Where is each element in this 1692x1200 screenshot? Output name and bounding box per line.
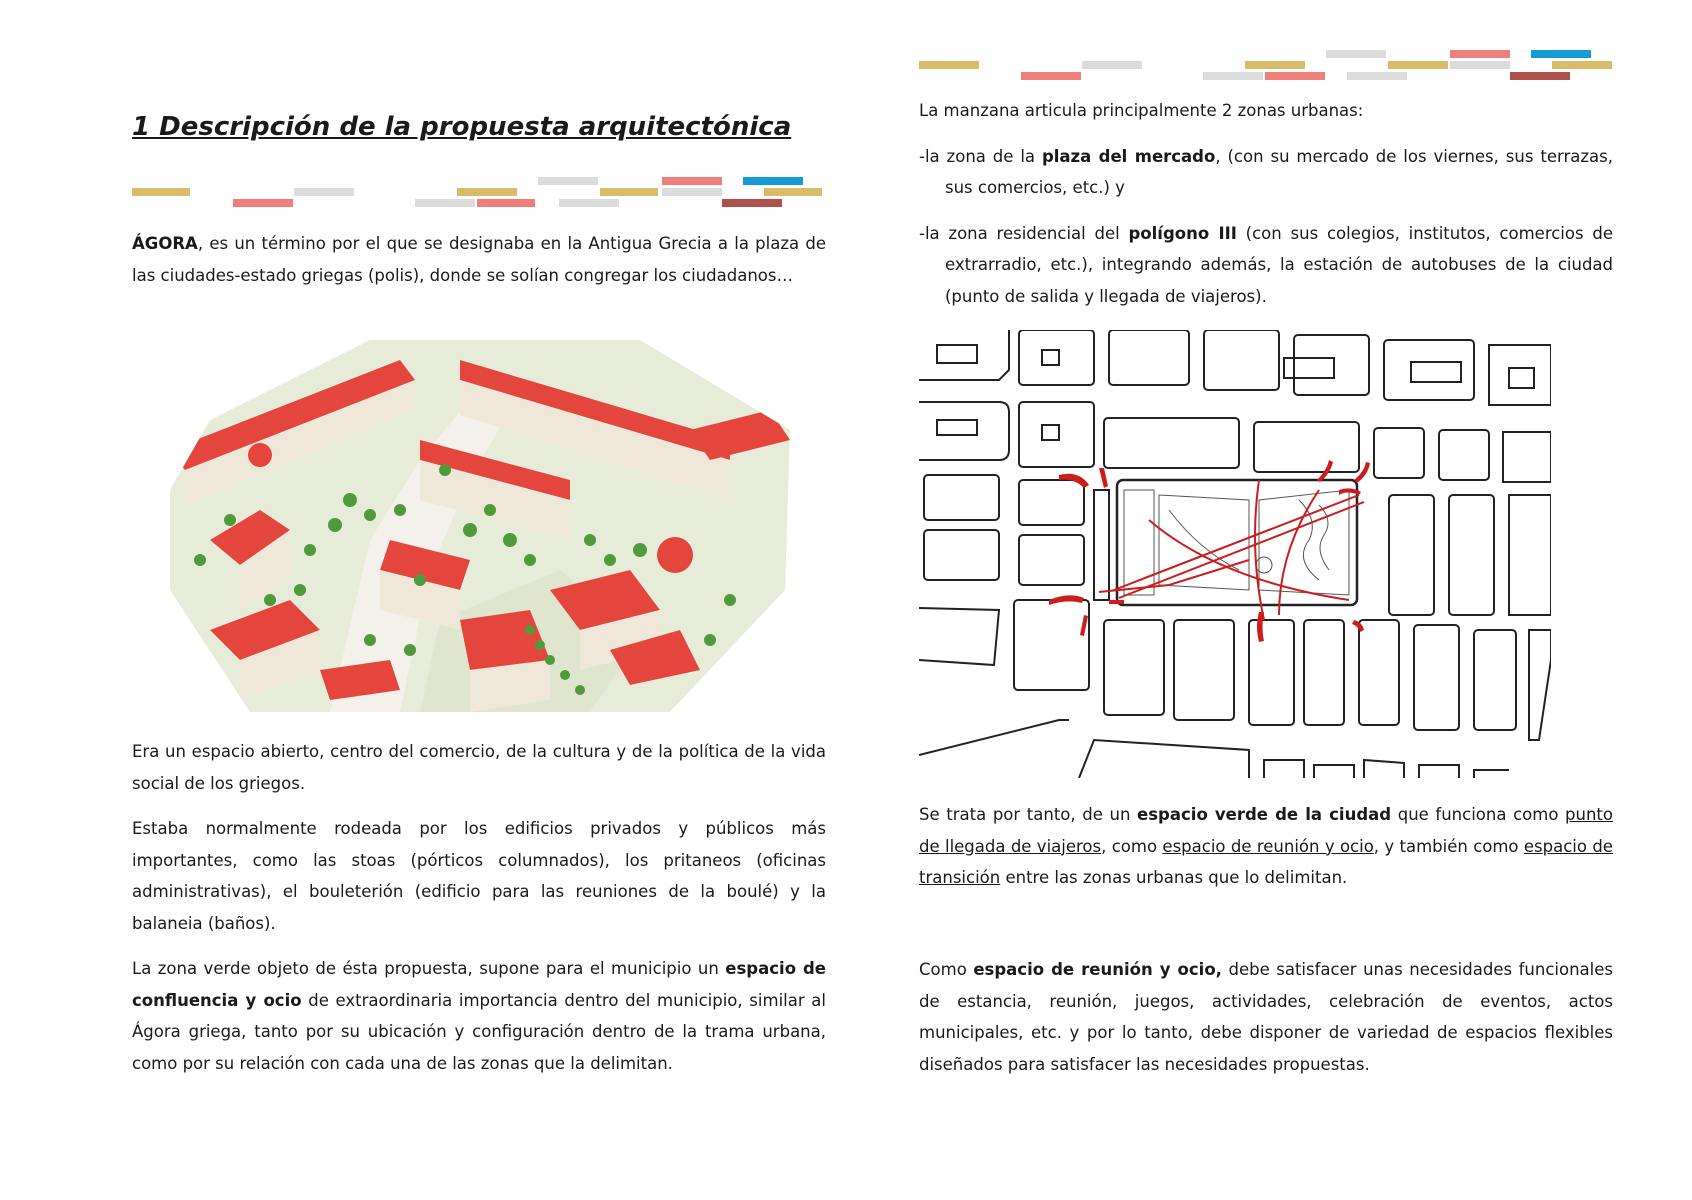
underlined-term: espacio de reunión y ocio	[1162, 836, 1374, 856]
paragraph-urban-zones-intro: La manzana articula principalmente 2 zonas urbanas:	[919, 101, 1364, 120]
text: que funciona como	[1391, 805, 1566, 824]
underlined-term: espacio de transición	[919, 836, 1613, 887]
decorative-stripes-left	[132, 177, 832, 207]
text: , es un término por el que se designaba en la Antigua Grecia a la plaza de las ciudades-estado griegas (polis), donde se solían congregar los ciudadanos…	[132, 234, 826, 285]
text: -la zona residencial del	[919, 223, 1129, 243]
emphasis: polígono III	[1128, 223, 1237, 243]
term-agora: ÁGORA	[132, 234, 198, 253]
emphasis: espacio de confluencia y ocio	[132, 959, 826, 1010]
paragraph-green-space-function	[919, 799, 1613, 894]
urban-zones-list	[919, 141, 1613, 313]
paragraph-open-space: Era un espacio abierto, centro del comercio, de la cultura y de la política de la vida social de los griegos.	[132, 742, 826, 793]
text: (con sus colegios, institutos, comercios de extrarradio, etc.), integrando además, la estación de autobuses de la ciudad (punto de salida y llegada de viajeros).	[945, 223, 1613, 306]
paragraph-agora-definition	[132, 228, 826, 291]
decorative-stripes-right	[919, 50, 1619, 80]
emphasis: plaza del mercado	[1041, 146, 1216, 166]
text: , (con su mercado de los viernes, sus terrazas, sus comercios, etc.) y	[945, 146, 1613, 197]
text: La zona verde objeto de ésta propuesta, supone para el municipio un	[132, 959, 726, 978]
emphasis: espacio de reunión y ocio,	[973, 960, 1222, 979]
text: entre las zonas urbanas que lo delimitan.	[1000, 868, 1348, 887]
text: de extraordinaria importancia dentro del municipio, similar al Ágora griega, tanto por su ubicación y configuración dentro de la trama urbana, como por su relación con cada una de las zonas que la delimitan.	[132, 990, 826, 1073]
text: , y también como	[1373, 836, 1524, 856]
text: debe satisfacer unas necesidades funcionales de estancia, reunión, juegos, actividades, celebración de eventos, actos municipales, etc. y por lo tanto, debe disponer de variedad de espacios flexibles diseñados para satisfacer las necesidades propuestas.	[919, 960, 1613, 1074]
text: Como	[919, 960, 974, 979]
section-title: 1 Descripción de la propuesta arquitectónica	[132, 112, 792, 142]
text: -la zona de la	[919, 146, 1042, 166]
list-item	[919, 218, 1613, 313]
text: , como	[1101, 836, 1163, 856]
text: Se trata por tanto, de un	[919, 805, 1138, 824]
paragraph-surrounding-buildings: Estaba normalmente rodeada por los edificios privados y públicos más importantes, como las stoas (pórticos columnados), los pritaneos (oficinas administrativas), el bouleterión (edificio para las reuniones de la boulé) y la balaneia (baños).	[132, 819, 826, 933]
paragraph-green-zone	[132, 953, 826, 1079]
greek-agora-illustration	[170, 340, 790, 712]
urban-site-plan	[919, 330, 1551, 778]
list-item	[919, 141, 1613, 204]
paragraph-meeting-leisure-needs	[919, 954, 1613, 1080]
underlined-term: punto de llegada de viajeros	[919, 805, 1613, 856]
emphasis: espacio verde de la ciudad	[1137, 805, 1392, 824]
